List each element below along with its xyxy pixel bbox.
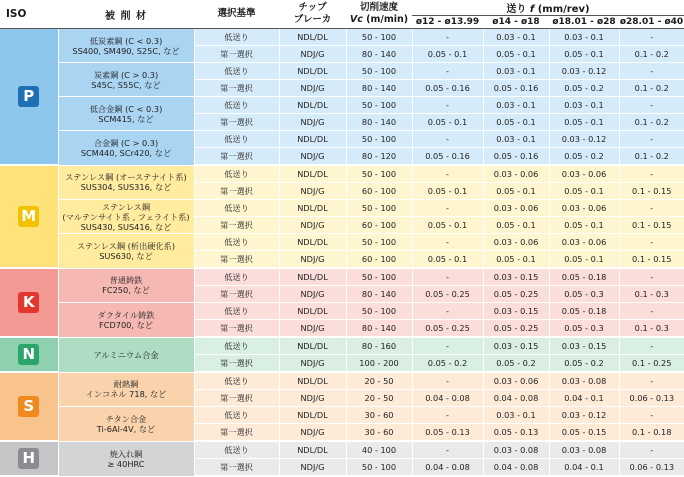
feed-cell: 0.03 - 0.1 bbox=[549, 29, 619, 46]
material-name-line: 耐熱鋼 bbox=[113, 379, 139, 390]
criterion-cell: 低送り bbox=[194, 441, 279, 459]
chipbreaker-cell: NDJ/G bbox=[279, 114, 346, 131]
speed-cell: 50 - 100 bbox=[346, 234, 412, 251]
feed-cell: - bbox=[619, 337, 684, 355]
feed-cell: - bbox=[619, 200, 684, 217]
feed-cell: 0.03 - 0.06 bbox=[483, 234, 549, 251]
speed-cell: 80 - 140 bbox=[346, 320, 412, 338]
feed-cell: 0.1 - 0.2 bbox=[619, 46, 684, 63]
material-cell bbox=[58, 165, 194, 200]
speed-cell: 50 - 100 bbox=[346, 200, 412, 217]
material-name-line: チタン合金 bbox=[105, 413, 147, 424]
feed-cell: - bbox=[619, 268, 684, 286]
feed-cell: 0.03 - 0.15 bbox=[483, 268, 549, 286]
criterion-cell: 低送り bbox=[194, 165, 279, 183]
feed-cell: 0.1 - 0.2 bbox=[619, 148, 684, 166]
feed-cell: 0.03 - 0.12 bbox=[549, 63, 619, 80]
iso-group-cell bbox=[0, 165, 58, 268]
material-name-line: 低合金鋼 (C < 0.3) bbox=[89, 103, 163, 114]
material-cell bbox=[58, 200, 194, 234]
criterion-cell: 低送り bbox=[194, 337, 279, 355]
table-body bbox=[0, 29, 684, 477]
chipbreaker-cell: NDL/DL bbox=[279, 234, 346, 251]
feed-cell: 0.05 - 0.1 bbox=[483, 183, 549, 200]
material-cell bbox=[58, 234, 194, 269]
feed-cell: 0.05 - 0.18 bbox=[549, 268, 619, 286]
feed-cell: - bbox=[412, 63, 483, 80]
feed-cell: 0.04 - 0.08 bbox=[483, 459, 549, 477]
feed-cell: 0.05 - 0.1 bbox=[549, 217, 619, 234]
feed-cell: 0.03 - 0.06 bbox=[483, 200, 549, 217]
material-name-line: アルミニウム合金 bbox=[93, 349, 159, 360]
feed-cell: 0.05 - 0.15 bbox=[549, 424, 619, 442]
material-cell bbox=[58, 407, 194, 442]
material-cell bbox=[58, 372, 194, 407]
feed-cell: - bbox=[619, 97, 684, 114]
table-row bbox=[0, 303, 684, 320]
feed-cell: 0.03 - 0.1 bbox=[549, 97, 619, 114]
criterion-cell: 第一選択 bbox=[194, 390, 279, 407]
feed-cell: 0.05 - 0.2 bbox=[412, 355, 483, 373]
criterion-cell: 第一選択 bbox=[194, 459, 279, 477]
chipbreaker-cell: NDL/DL bbox=[279, 268, 346, 286]
iso-header: ISO bbox=[0, 0, 58, 29]
criteria-header: 選択基準 bbox=[194, 0, 279, 29]
material-name-line: Ti-6Al-4V, など bbox=[96, 423, 156, 434]
feed-cell: 0.03 - 0.06 bbox=[549, 165, 619, 183]
criterion-cell: 低送り bbox=[194, 63, 279, 80]
material-header: 被 削 材 bbox=[58, 0, 194, 29]
speed-cell: 60 - 100 bbox=[346, 217, 412, 234]
criterion-cell: 低送り bbox=[194, 200, 279, 217]
chipbreaker-cell: NDJ/G bbox=[279, 46, 346, 63]
criterion-cell: 第一選択 bbox=[194, 148, 279, 166]
criterion-cell: 第一選択 bbox=[194, 46, 279, 63]
chipbreaker-cell: NDL/DL bbox=[279, 200, 346, 217]
feed-cell: 0.05 - 0.2 bbox=[483, 355, 549, 373]
material-cell bbox=[58, 131, 194, 166]
material-name-line: ステンレス鋼 bbox=[101, 201, 151, 212]
criterion-cell: 第一選択 bbox=[194, 424, 279, 442]
speed-header-line2 bbox=[346, 14, 412, 26]
material-name-line: ステンレス鋼 (オーステナイト系) bbox=[65, 172, 187, 183]
feed-cell: 0.05 - 0.1 bbox=[483, 217, 549, 234]
feed-cell: 0.05 - 0.1 bbox=[549, 183, 619, 200]
criterion-cell: 低送り bbox=[194, 407, 279, 424]
feed-cell: 0.03 - 0.1 bbox=[483, 131, 549, 148]
chipbreaker-cell: NDJ/G bbox=[279, 148, 346, 166]
speed-cell: 60 - 100 bbox=[346, 251, 412, 269]
feed-cell: - bbox=[412, 97, 483, 114]
feed-prefix: 送り bbox=[506, 4, 530, 15]
material-name-line: ステンレス鋼 (析出硬化系) bbox=[76, 240, 176, 251]
feed-cell: 0.05 - 0.1 bbox=[412, 217, 483, 234]
feed-cell: 0.03 - 0.1 bbox=[483, 97, 549, 114]
material-name-line: SCM440, SCr420, など bbox=[80, 147, 172, 158]
speed-header bbox=[346, 0, 412, 29]
feed-symbol: f bbox=[529, 4, 535, 15]
material-name-line: インコネル 718, など bbox=[85, 389, 167, 400]
feed-cell: - bbox=[412, 234, 483, 251]
feed-cell: 0.03 - 0.1 bbox=[483, 63, 549, 80]
feed-cell: 0.05 - 0.1 bbox=[412, 46, 483, 63]
table-row bbox=[0, 63, 684, 80]
feed-cell: - bbox=[412, 268, 483, 286]
table-row bbox=[0, 97, 684, 114]
feed-cell: 0.03 - 0.15 bbox=[549, 337, 619, 355]
material-name-line: FC250, など bbox=[102, 285, 150, 296]
feed-cell: 0.04 - 0.1 bbox=[549, 459, 619, 477]
criterion-cell: 第一選択 bbox=[194, 320, 279, 338]
material-name-line: SUS630, など bbox=[99, 250, 153, 261]
feed-cell: 0.03 - 0.15 bbox=[483, 303, 549, 320]
feed-cell: 0.05 - 0.1 bbox=[483, 251, 549, 269]
criterion-cell: 第一選択 bbox=[194, 251, 279, 269]
feed-cell: 0.03 - 0.15 bbox=[483, 337, 549, 355]
feed-col-header: ø18.01 - ø28 bbox=[549, 16, 619, 29]
feed-cell: - bbox=[412, 372, 483, 390]
feed-cell: - bbox=[412, 131, 483, 148]
criterion-cell: 低送り bbox=[194, 268, 279, 286]
chipbreaker-cell: NDL/DL bbox=[279, 131, 346, 148]
speed-cell: 50 - 100 bbox=[346, 97, 412, 114]
iso-group-cell bbox=[0, 441, 58, 476]
feed-cell: 0.04 - 0.1 bbox=[549, 390, 619, 407]
speed-cell: 20 - 50 bbox=[346, 390, 412, 407]
feed-cell: - bbox=[619, 441, 684, 459]
feed-cell: 0.03 - 0.06 bbox=[549, 234, 619, 251]
feed-cell: 0.05 - 0.3 bbox=[549, 286, 619, 303]
chipbreaker-cell: NDL/DL bbox=[279, 165, 346, 183]
feed-cell: 0.1 - 0.18 bbox=[619, 424, 684, 442]
chipbreaker-cell: NDL/DL bbox=[279, 97, 346, 114]
chipbreaker-cell: NDL/DL bbox=[279, 303, 346, 320]
chipbreaker-cell: NDJ/G bbox=[279, 251, 346, 269]
feed-cell: 0.05 - 0.25 bbox=[412, 320, 483, 338]
criterion-cell: 低送り bbox=[194, 303, 279, 320]
feed-cell: - bbox=[619, 29, 684, 46]
feed-cell: 0.05 - 0.13 bbox=[412, 424, 483, 442]
feed-cell: 0.06 - 0.13 bbox=[619, 459, 684, 477]
feed-cell: - bbox=[619, 407, 684, 424]
material-name-line: 低炭素鋼 (C < 0.3) bbox=[89, 35, 163, 46]
speed-cell: 80 - 140 bbox=[346, 286, 412, 303]
material-name-line: SUS304, SUS316, など bbox=[80, 182, 172, 193]
speed-cell: 80 - 120 bbox=[346, 148, 412, 166]
table-row bbox=[0, 337, 684, 355]
feed-cell: 0.1 - 0.15 bbox=[619, 183, 684, 200]
feed-cell: 0.03 - 0.12 bbox=[549, 407, 619, 424]
material-cell bbox=[58, 337, 194, 372]
chipbreaker-cell: NDL/DL bbox=[279, 337, 346, 355]
feed-cell: - bbox=[412, 165, 483, 183]
criterion-cell: 第一選択 bbox=[194, 286, 279, 303]
feed-col-header: ø14 - ø18 bbox=[483, 16, 549, 29]
feed-cell: 0.03 - 0.12 bbox=[549, 131, 619, 148]
feed-cell: 0.1 - 0.3 bbox=[619, 286, 684, 303]
speed-cell: 50 - 100 bbox=[346, 268, 412, 286]
feed-unit: (mm/rev) bbox=[534, 4, 590, 15]
feed-cell: 0.03 - 0.06 bbox=[483, 165, 549, 183]
feed-cell: 0.05 - 0.25 bbox=[412, 286, 483, 303]
feed-cell: - bbox=[412, 303, 483, 320]
chipbreaker-cell: NDL/DL bbox=[279, 441, 346, 459]
speed-symbol: Vc bbox=[349, 14, 363, 25]
feed-cell: - bbox=[619, 131, 684, 148]
chipbreaker-cell: NDL/DL bbox=[279, 372, 346, 390]
feed-cell: 0.1 - 0.2 bbox=[619, 80, 684, 97]
feed-cell: - bbox=[619, 372, 684, 390]
feed-cell: - bbox=[619, 165, 684, 183]
speed-cell: 50 - 100 bbox=[346, 303, 412, 320]
speed-cell: 80 - 140 bbox=[346, 80, 412, 97]
feed-cell: 0.04 - 0.08 bbox=[412, 459, 483, 477]
chipbreaker-cell: NDJ/G bbox=[279, 183, 346, 200]
criterion-cell: 低送り bbox=[194, 372, 279, 390]
speed-cell: 40 - 100 bbox=[346, 441, 412, 459]
feed-cell: 0.05 - 0.1 bbox=[412, 183, 483, 200]
feed-cell: 0.1 - 0.15 bbox=[619, 217, 684, 234]
feed-cell: 0.06 - 0.13 bbox=[619, 390, 684, 407]
chipbreaker-cell: NDL/DL bbox=[279, 63, 346, 80]
table-row bbox=[0, 29, 684, 46]
iso-letter-badge: S bbox=[18, 396, 39, 417]
iso-letter-badge: K bbox=[18, 292, 39, 313]
material-cell bbox=[58, 97, 194, 131]
table-row bbox=[0, 234, 684, 251]
iso-group-cell bbox=[0, 29, 58, 166]
material-name-line: SS400, SM490, S25C, など bbox=[72, 45, 180, 56]
feed-cell: 0.05 - 0.16 bbox=[412, 80, 483, 97]
speed-cell: 60 - 100 bbox=[346, 183, 412, 200]
chipbreaker-header bbox=[279, 0, 346, 29]
speed-cell: 50 - 100 bbox=[346, 63, 412, 80]
material-name-line: 炭素鋼 (C > 0.3) bbox=[93, 69, 159, 80]
feed-cell: - bbox=[412, 337, 483, 355]
speed-cell: 80 - 160 bbox=[346, 337, 412, 355]
feed-cell: 0.05 - 0.18 bbox=[549, 303, 619, 320]
feed-cell: 0.05 - 0.1 bbox=[412, 251, 483, 269]
feed-cell: 0.05 - 0.1 bbox=[549, 46, 619, 63]
feed-cell: - bbox=[619, 234, 684, 251]
iso-letter-badge: H bbox=[18, 448, 39, 469]
criterion-cell: 第一選択 bbox=[194, 183, 279, 200]
feed-cell: 0.05 - 0.2 bbox=[549, 355, 619, 373]
speed-header-line1: 切削速度 bbox=[359, 2, 398, 13]
feed-cell: 0.05 - 0.3 bbox=[549, 320, 619, 338]
criterion-cell: 第一選択 bbox=[194, 80, 279, 97]
material-cell bbox=[58, 29, 194, 63]
material-name-line: 普通鋳鉄 bbox=[109, 275, 143, 286]
criterion-cell: 第一選択 bbox=[194, 355, 279, 373]
feed-cell: 0.03 - 0.08 bbox=[549, 372, 619, 390]
material-name-line: S45C, S55C, など bbox=[91, 79, 161, 90]
material-name-line: ≥ 40HRC bbox=[107, 458, 145, 469]
criterion-cell: 第一選択 bbox=[194, 114, 279, 131]
material-name-line: ダクタイル鋳鉄 bbox=[97, 309, 155, 320]
table-row bbox=[0, 372, 684, 390]
feed-cell: 0.03 - 0.06 bbox=[549, 200, 619, 217]
material-name-line: 焼入れ鋼 bbox=[109, 448, 143, 459]
feed-cell: 0.05 - 0.16 bbox=[483, 80, 549, 97]
feed-cell: 0.05 - 0.1 bbox=[483, 46, 549, 63]
feed-cell: 0.05 - 0.1 bbox=[549, 251, 619, 269]
chipbreaker-header-line1: チップ bbox=[298, 2, 327, 13]
feed-cell: 0.1 - 0.25 bbox=[619, 355, 684, 373]
feed-cell: 0.05 - 0.16 bbox=[483, 148, 549, 166]
speed-cell: 30 - 60 bbox=[346, 424, 412, 442]
chipbreaker-cell: NDL/DL bbox=[279, 29, 346, 46]
material-name-line: 合金鋼 (C > 0.3) bbox=[93, 137, 159, 148]
chipbreaker-cell: NDJ/G bbox=[279, 424, 346, 442]
chipbreaker-cell: NDJ/G bbox=[279, 80, 346, 97]
feed-cell: 0.1 - 0.3 bbox=[619, 320, 684, 338]
material-cell bbox=[58, 63, 194, 97]
feed-cell: 0.05 - 0.2 bbox=[549, 148, 619, 166]
feed-cell: 0.04 - 0.08 bbox=[483, 390, 549, 407]
table-header bbox=[0, 0, 684, 29]
table-row bbox=[0, 407, 684, 424]
criterion-cell: 第一選択 bbox=[194, 217, 279, 234]
table-row bbox=[0, 441, 684, 459]
material-name-line: (マルテンサイト系 , フェライト系) bbox=[62, 211, 190, 222]
feed-cell: 0.03 - 0.1 bbox=[483, 29, 549, 46]
chipbreaker-cell: NDJ/G bbox=[279, 355, 346, 373]
feed-header bbox=[412, 0, 684, 16]
feed-cell: 0.05 - 0.13 bbox=[483, 424, 549, 442]
feed-cell: 0.04 - 0.08 bbox=[412, 390, 483, 407]
iso-group-cell bbox=[0, 337, 58, 372]
chipbreaker-cell: NDJ/G bbox=[279, 390, 346, 407]
feed-cell: - bbox=[619, 303, 684, 320]
criterion-cell: 低送り bbox=[194, 234, 279, 251]
criterion-cell: 低送り bbox=[194, 131, 279, 148]
chipbreaker-cell: NDJ/G bbox=[279, 217, 346, 234]
iso-group-cell bbox=[0, 268, 58, 337]
speed-cell: 20 - 50 bbox=[346, 372, 412, 390]
feed-cell: 0.05 - 0.2 bbox=[549, 80, 619, 97]
chipbreaker-cell: NDJ/G bbox=[279, 459, 346, 477]
iso-letter-badge: M bbox=[18, 206, 39, 227]
speed-cell: 80 - 140 bbox=[346, 114, 412, 131]
material-cell bbox=[58, 268, 194, 303]
feed-cell: 0.05 - 0.16 bbox=[412, 148, 483, 166]
table-row bbox=[0, 131, 684, 148]
speed-unit: (m/min) bbox=[362, 14, 409, 25]
feed-cell: 0.03 - 0.1 bbox=[483, 407, 549, 424]
speed-cell: 80 - 140 bbox=[346, 46, 412, 63]
material-cell bbox=[58, 303, 194, 338]
feed-cell: 0.05 - 0.1 bbox=[549, 114, 619, 131]
chipbreaker-cell: NDJ/G bbox=[279, 286, 346, 303]
feed-cell: - bbox=[619, 63, 684, 80]
feed-cell: 0.05 - 0.25 bbox=[483, 286, 549, 303]
speed-cell: 50 - 100 bbox=[346, 131, 412, 148]
feed-cell: - bbox=[412, 407, 483, 424]
table-row bbox=[0, 268, 684, 286]
feed-cell: 0.05 - 0.1 bbox=[483, 114, 549, 131]
iso-letter-badge: P bbox=[18, 86, 39, 107]
feed-cell: - bbox=[412, 29, 483, 46]
feed-cell: 0.05 - 0.25 bbox=[483, 320, 549, 338]
speed-cell: 50 - 100 bbox=[346, 459, 412, 477]
iso-group-cell bbox=[0, 372, 58, 441]
material-name-line: FCD700, など bbox=[99, 319, 153, 330]
feed-cell: 0.03 - 0.06 bbox=[483, 372, 549, 390]
material-name-line: SCM415, など bbox=[98, 113, 154, 124]
chipbreaker-header-line2: ブレーカ bbox=[293, 14, 332, 25]
feed-cell: 0.1 - 0.2 bbox=[619, 114, 684, 131]
speed-cell: 50 - 100 bbox=[346, 29, 412, 46]
feed-col-header: ø28.01 - ø40 bbox=[619, 17, 684, 27]
feed-cell: - bbox=[412, 441, 483, 459]
feed-col-header: ø12 - ø13.99 bbox=[412, 16, 483, 29]
chipbreaker-cell: NDL/DL bbox=[279, 407, 346, 424]
material-cell bbox=[58, 441, 194, 476]
speed-cell: 50 - 100 bbox=[346, 165, 412, 183]
criterion-cell: 低送り bbox=[194, 97, 279, 114]
criterion-cell: 低送り bbox=[194, 29, 279, 46]
speed-cell: 100 - 200 bbox=[346, 355, 412, 373]
table-row bbox=[0, 200, 684, 217]
chipbreaker-cell: NDJ/G bbox=[279, 320, 346, 338]
table-row bbox=[0, 165, 684, 183]
iso-letter-badge: N bbox=[18, 344, 39, 365]
feed-cell: 0.1 - 0.15 bbox=[619, 251, 684, 269]
feed-cell: 0.05 - 0.1 bbox=[412, 114, 483, 131]
feed-cell: 0.03 - 0.08 bbox=[483, 441, 549, 459]
feed-cell: - bbox=[412, 200, 483, 217]
speed-cell: 30 - 60 bbox=[346, 407, 412, 424]
feed-cell: 0.03 - 0.08 bbox=[549, 441, 619, 459]
material-name-line: SUS430, SUS416, など bbox=[80, 221, 172, 232]
